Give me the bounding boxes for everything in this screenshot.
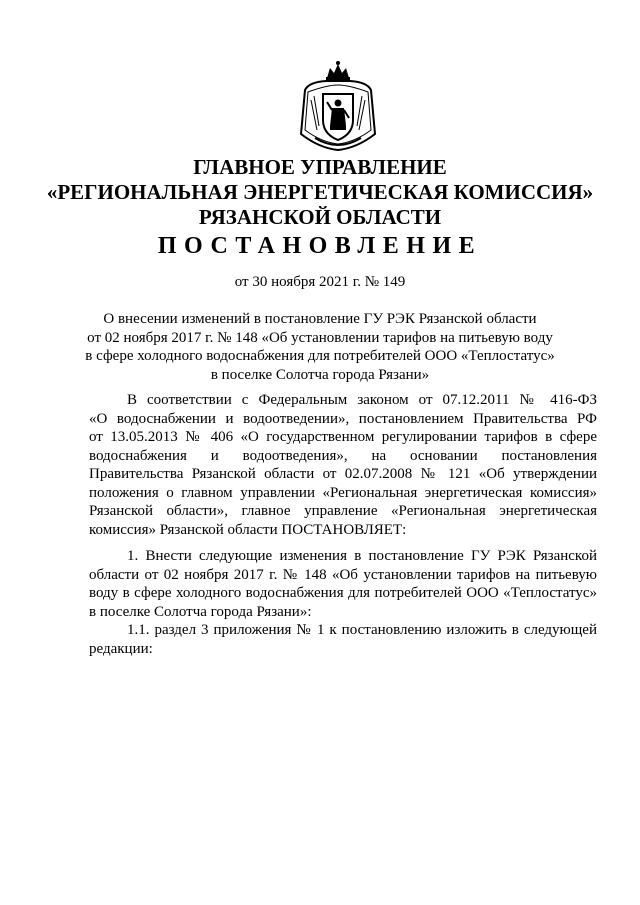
subject-line: О внесении изменений в постановление ГУ РЭК Рязанской области bbox=[103, 311, 537, 327]
preamble-line: Рязанской области», главное управление «Региональная энергетическая bbox=[89, 503, 597, 519]
preamble-line: комиссия» Рязанской области ПОСТАНОВЛЯЕТ: bbox=[89, 521, 407, 538]
preamble-line: Правительства Рязанской области от 02.07.2008 № 121 «Об утверждении bbox=[89, 466, 597, 482]
subject-line: в поселке Солотча города Рязани» bbox=[210, 366, 430, 383]
preamble-line: «О водоснабжении и водоотведении», постановлением Правительства РФ bbox=[89, 410, 597, 427]
item-1-line: в поселке Солотча города Рязани»: bbox=[89, 603, 312, 620]
item-1-1-line: редакции: bbox=[89, 640, 153, 657]
item-1-line: 1. Внести следующие изменения в постановление ГУ РЭК Рязанской bbox=[127, 548, 597, 564]
preamble-line: положения о главном управлении «Региональная энергетическая комиссия» bbox=[89, 484, 597, 501]
document-type-title: ПОСТАНОВЛЕНИЕ bbox=[157, 233, 483, 259]
subject-line: от 02 ноября 2017 г. № 148 «Об установлении тарифов на питьевую воду bbox=[87, 329, 553, 346]
subject-line: в сфере холодного водоснабжения для потребителей ООО «Теплостатус» bbox=[85, 348, 555, 364]
item-1-line: воду в сфере холодного водоснабжения для потребителей ООО «Теплостатус» bbox=[89, 585, 597, 601]
preamble-line: водоснабжения и водоотведения», на основании постановления bbox=[89, 447, 597, 464]
document-subject bbox=[60, 310, 580, 384]
item-1-line: области от 02 ноября 2017 г. № 148 «Об установлении тарифов на питьевую bbox=[89, 566, 597, 583]
preamble-line: от 13.05.2013 № 406 «О государственном регулировании тарифов в сфере bbox=[89, 429, 597, 445]
org-name-line-2: «РЕГИОНАЛЬНАЯ ЭНЕРГЕТИЧЕСКАЯ КОМИССИЯ» bbox=[46, 180, 594, 204]
document-date-number: от 30 ноября 2021 г. № 149 bbox=[234, 274, 406, 290]
preamble-line: В соответствии с Федеральным законом от 07.12.2011 № 416-ФЗ bbox=[127, 392, 597, 408]
org-name-line-3: РЯЗАНСКОЙ ОБЛАСТИ bbox=[198, 205, 442, 229]
coat-of-arms-icon bbox=[297, 60, 379, 152]
org-name-line-1: ГЛАВНОЕ УПРАВЛЕНИЕ bbox=[193, 155, 447, 179]
item-1-1-line: 1.1. раздел 3 приложения № 1 к постановлению изложить в следующей bbox=[127, 622, 597, 638]
